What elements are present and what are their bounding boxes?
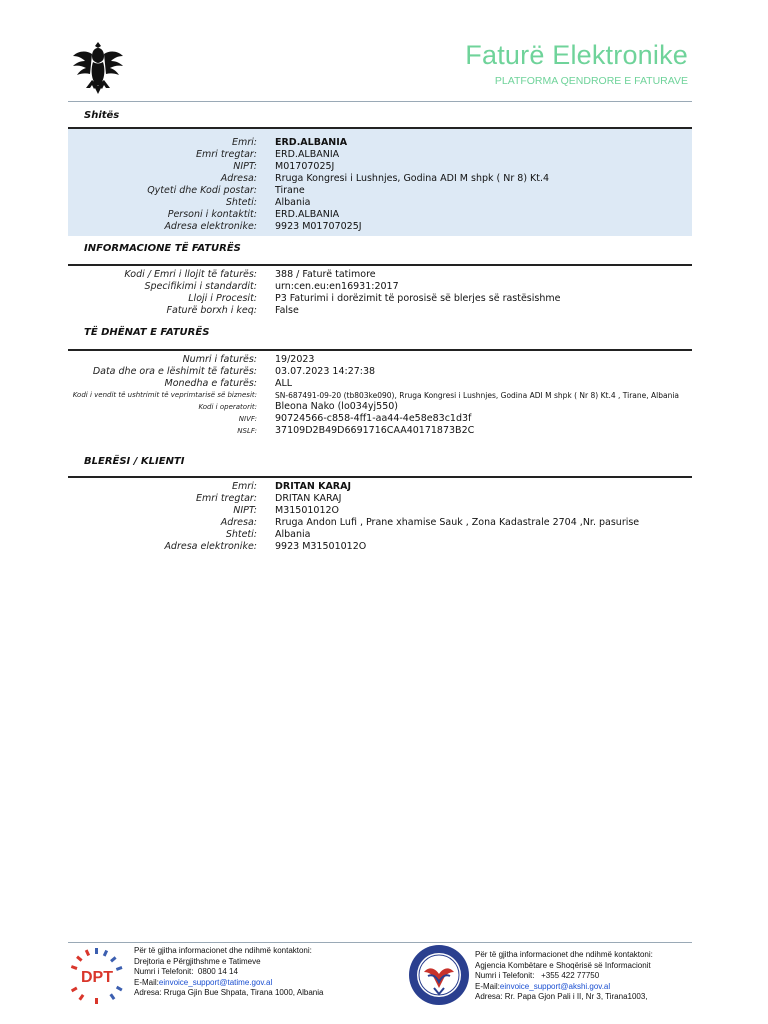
- field-label: NIPT:: [233, 161, 257, 172]
- invoice-data-section-title: TË DHËNAT E FATURËS: [84, 327, 210, 338]
- field-value: 388 / Faturë tatimore: [275, 269, 376, 280]
- field-label: Lloji i Procesit:: [188, 293, 257, 304]
- footer-right-line2: Agjencia Kombëtare e Shoqërisë së Informacionit: [475, 960, 651, 970]
- field-value: Tirane: [275, 185, 305, 196]
- field-label: Adresa:: [220, 517, 257, 528]
- field-label: Qyteti dhe Kodi postar:: [147, 185, 257, 196]
- footer-right-phone-label: Numri i Telefonit:: [475, 971, 535, 980]
- invoice-info-details: [68, 269, 692, 317]
- field-value: P3 Faturimi i dorëzimit të porosisë së blerjes së rastësishme: [275, 293, 561, 304]
- invoice-data-row-business-unit: [68, 391, 692, 400]
- invoice-info-row-bad-debt: [68, 305, 692, 317]
- footer-left-email-line: [134, 978, 323, 989]
- invoice-info-section-divider: [68, 264, 692, 266]
- buyer-section-title: BLERËSI / KLIENTI: [84, 456, 185, 467]
- footer-right-address: Adresa: Rr. Papa Gjon Pali i II, Nr 3, Tirana1003,: [475, 992, 648, 1001]
- footer-left-phone-line: [134, 967, 323, 978]
- field-label: Emri tregtar:: [196, 149, 257, 160]
- invoice-info-row-standard: [68, 281, 692, 293]
- buyer-row-email: [68, 541, 692, 553]
- field-label: NIVF:: [238, 415, 257, 423]
- dpt-logo-text: DPT: [81, 969, 113, 986]
- invoice-data-row-nslf: [68, 425, 692, 437]
- footer-right-phone-line: [475, 971, 653, 982]
- footer-right-email-label: E-Mail:: [475, 981, 500, 991]
- footer-left-line1: Për të gjitha informacionet dhe ndihmë kontaktoni:: [134, 946, 312, 955]
- footer-right-email-line: [475, 982, 653, 993]
- field-label: Data dhe ora e lëshimit të faturës:: [92, 366, 257, 377]
- footer-left-address: Adresa: Rruga Gjin Bue Shpata, Tirana 1000, Albania: [134, 988, 324, 997]
- field-value: 19/2023: [275, 354, 315, 365]
- field-value: Albania: [275, 529, 311, 540]
- field-value: DRITAN KARAJ: [275, 481, 352, 492]
- buyer-row-nipt: [68, 505, 692, 517]
- invoice-info-row-type: [68, 269, 692, 281]
- field-value: ERD.ALBANIA: [275, 137, 348, 148]
- invoice-data-section-divider: [68, 349, 692, 351]
- field-value: 9923 M31501012O: [275, 541, 367, 552]
- field-value: Albania: [275, 197, 311, 208]
- invoice-data-row-currency: [68, 378, 692, 390]
- seller-row-email: [68, 221, 692, 233]
- albanian-eagle-emblem-icon: [72, 40, 124, 96]
- dpt-logo-icon: [66, 946, 128, 1006]
- footer-right-email-link[interactable]: einvoice_support@akshi.gov.al: [499, 981, 611, 991]
- field-label: Monedha e faturës:: [164, 378, 257, 389]
- field-label: NIPT:: [233, 505, 257, 516]
- field-value: 90724566-c858-4ff1-aa44-4e58e83c1d3f: [275, 413, 472, 424]
- field-value: False: [275, 305, 299, 316]
- invoice-data-row-issue-date: [68, 366, 692, 378]
- footer-divider: [68, 942, 692, 943]
- field-label: Adresa:: [220, 173, 257, 184]
- footer-right-line1: Për të gjitha informacionet dhe ndihmë kontaktoni:: [475, 950, 653, 959]
- footer-left-contact: [134, 946, 323, 999]
- field-value: M01707025J: [275, 161, 335, 172]
- buyer-row-trade-name: [68, 493, 692, 505]
- seller-row-city: [68, 185, 692, 197]
- seller-row-trade-name: [68, 149, 692, 161]
- field-label: Shteti:: [225, 529, 257, 540]
- footer-right-phone: +355 422 77750: [541, 971, 600, 980]
- field-value: 9923 M01707025J: [275, 221, 362, 232]
- document-title: Faturë Elektronike: [465, 40, 688, 70]
- field-value: urn:cen.eu:en16931:2017: [275, 281, 399, 292]
- field-value: 37109D2B49D6691716CAA40171873B2C: [275, 425, 475, 436]
- footer-right-contact: [475, 950, 653, 1003]
- field-value: ERD.ALBANIA: [275, 149, 340, 160]
- buyer-section-divider: [68, 476, 692, 478]
- invoice-data-row-operator: [68, 401, 692, 413]
- field-label: Emri tregtar:: [196, 493, 257, 504]
- field-label: Shteti:: [225, 197, 257, 208]
- invoice-data-row-nivf: [68, 413, 692, 425]
- field-label: Adresa elektronike:: [164, 221, 257, 232]
- footer-left-phone: 0800 14 14: [197, 967, 238, 976]
- field-label: Kodi i operatorit:: [198, 403, 257, 411]
- field-value: DRITAN KARAJ: [275, 493, 342, 504]
- seller-row-address: [68, 173, 692, 185]
- field-label: Numri i faturës:: [182, 354, 257, 365]
- field-label: Kodi / Emri i llojit të faturës:: [124, 269, 257, 280]
- field-value: M31501012O: [275, 505, 340, 516]
- field-value: Bleona Nako (lo034yj550): [275, 401, 398, 412]
- seller-row-nipt: [68, 161, 692, 173]
- field-label: Emri:: [231, 137, 257, 148]
- buyer-row-address: [68, 517, 692, 529]
- field-label: NSLF:: [237, 427, 257, 435]
- seller-row-contact-person: [68, 209, 692, 221]
- field-label: Kodi i vendit të ushtrimit të veprimtarisë së biznesit:: [72, 391, 257, 399]
- field-value: Rruga Kongresi i Lushnjes, Godina ADI M shpk ( Nr 8) Kt.4: [275, 173, 550, 184]
- header-divider: [68, 101, 692, 102]
- seller-row-name: [68, 137, 692, 149]
- field-value: SN-687491-09-20 (tb803ke090), Rruga Kongresi i Lushnjes, Godina ADI M shpk ( Nr 8) Kt.4 , Tirane, Albania: [275, 391, 680, 400]
- footer-left-email-label: E-Mail:: [134, 977, 159, 987]
- field-label: Specifikimi i standardit:: [144, 281, 257, 292]
- footer-left-line2: Drejtoria e Përgjithshme e Tatimeve: [134, 956, 261, 966]
- footer-left-phone-label: Numri i Telefonit:: [134, 967, 194, 976]
- field-label: Emri:: [231, 481, 257, 492]
- field-label: Personi i kontaktit:: [167, 209, 257, 220]
- footer-left-email-link[interactable]: einvoice_support@tatime.gov.al: [158, 977, 273, 987]
- seller-details: [68, 129, 692, 236]
- akshi-seal-icon: [408, 944, 470, 1006]
- buyer-row-country: [68, 529, 692, 541]
- seller-row-country: [68, 197, 692, 209]
- invoice-data-details: [68, 354, 692, 437]
- field-label: Faturë borxh i keq:: [166, 305, 257, 316]
- buyer-details: [68, 481, 692, 553]
- field-label: Adresa elektronike:: [164, 541, 257, 552]
- seller-section-title: Shitës: [84, 110, 120, 121]
- invoice-info-section-title: INFORMACIONE TË FATURËS: [84, 243, 241, 254]
- invoice-data-row-number: [68, 354, 692, 366]
- field-value: Rruga Andon Lufi , Prane xhamise Sauk , Zona Kadastrale 2704 ,Nr. pasurise: [275, 517, 640, 528]
- field-value: ALL: [275, 378, 293, 389]
- document-subtitle: PLATFORMA QENDRORE E FATURAVE: [494, 75, 688, 87]
- field-value: ERD.ALBANIA: [275, 209, 340, 220]
- field-value: 03.07.2023 14:27:38: [275, 366, 376, 377]
- buyer-row-name: [68, 481, 692, 493]
- invoice-info-row-process: [68, 293, 692, 305]
